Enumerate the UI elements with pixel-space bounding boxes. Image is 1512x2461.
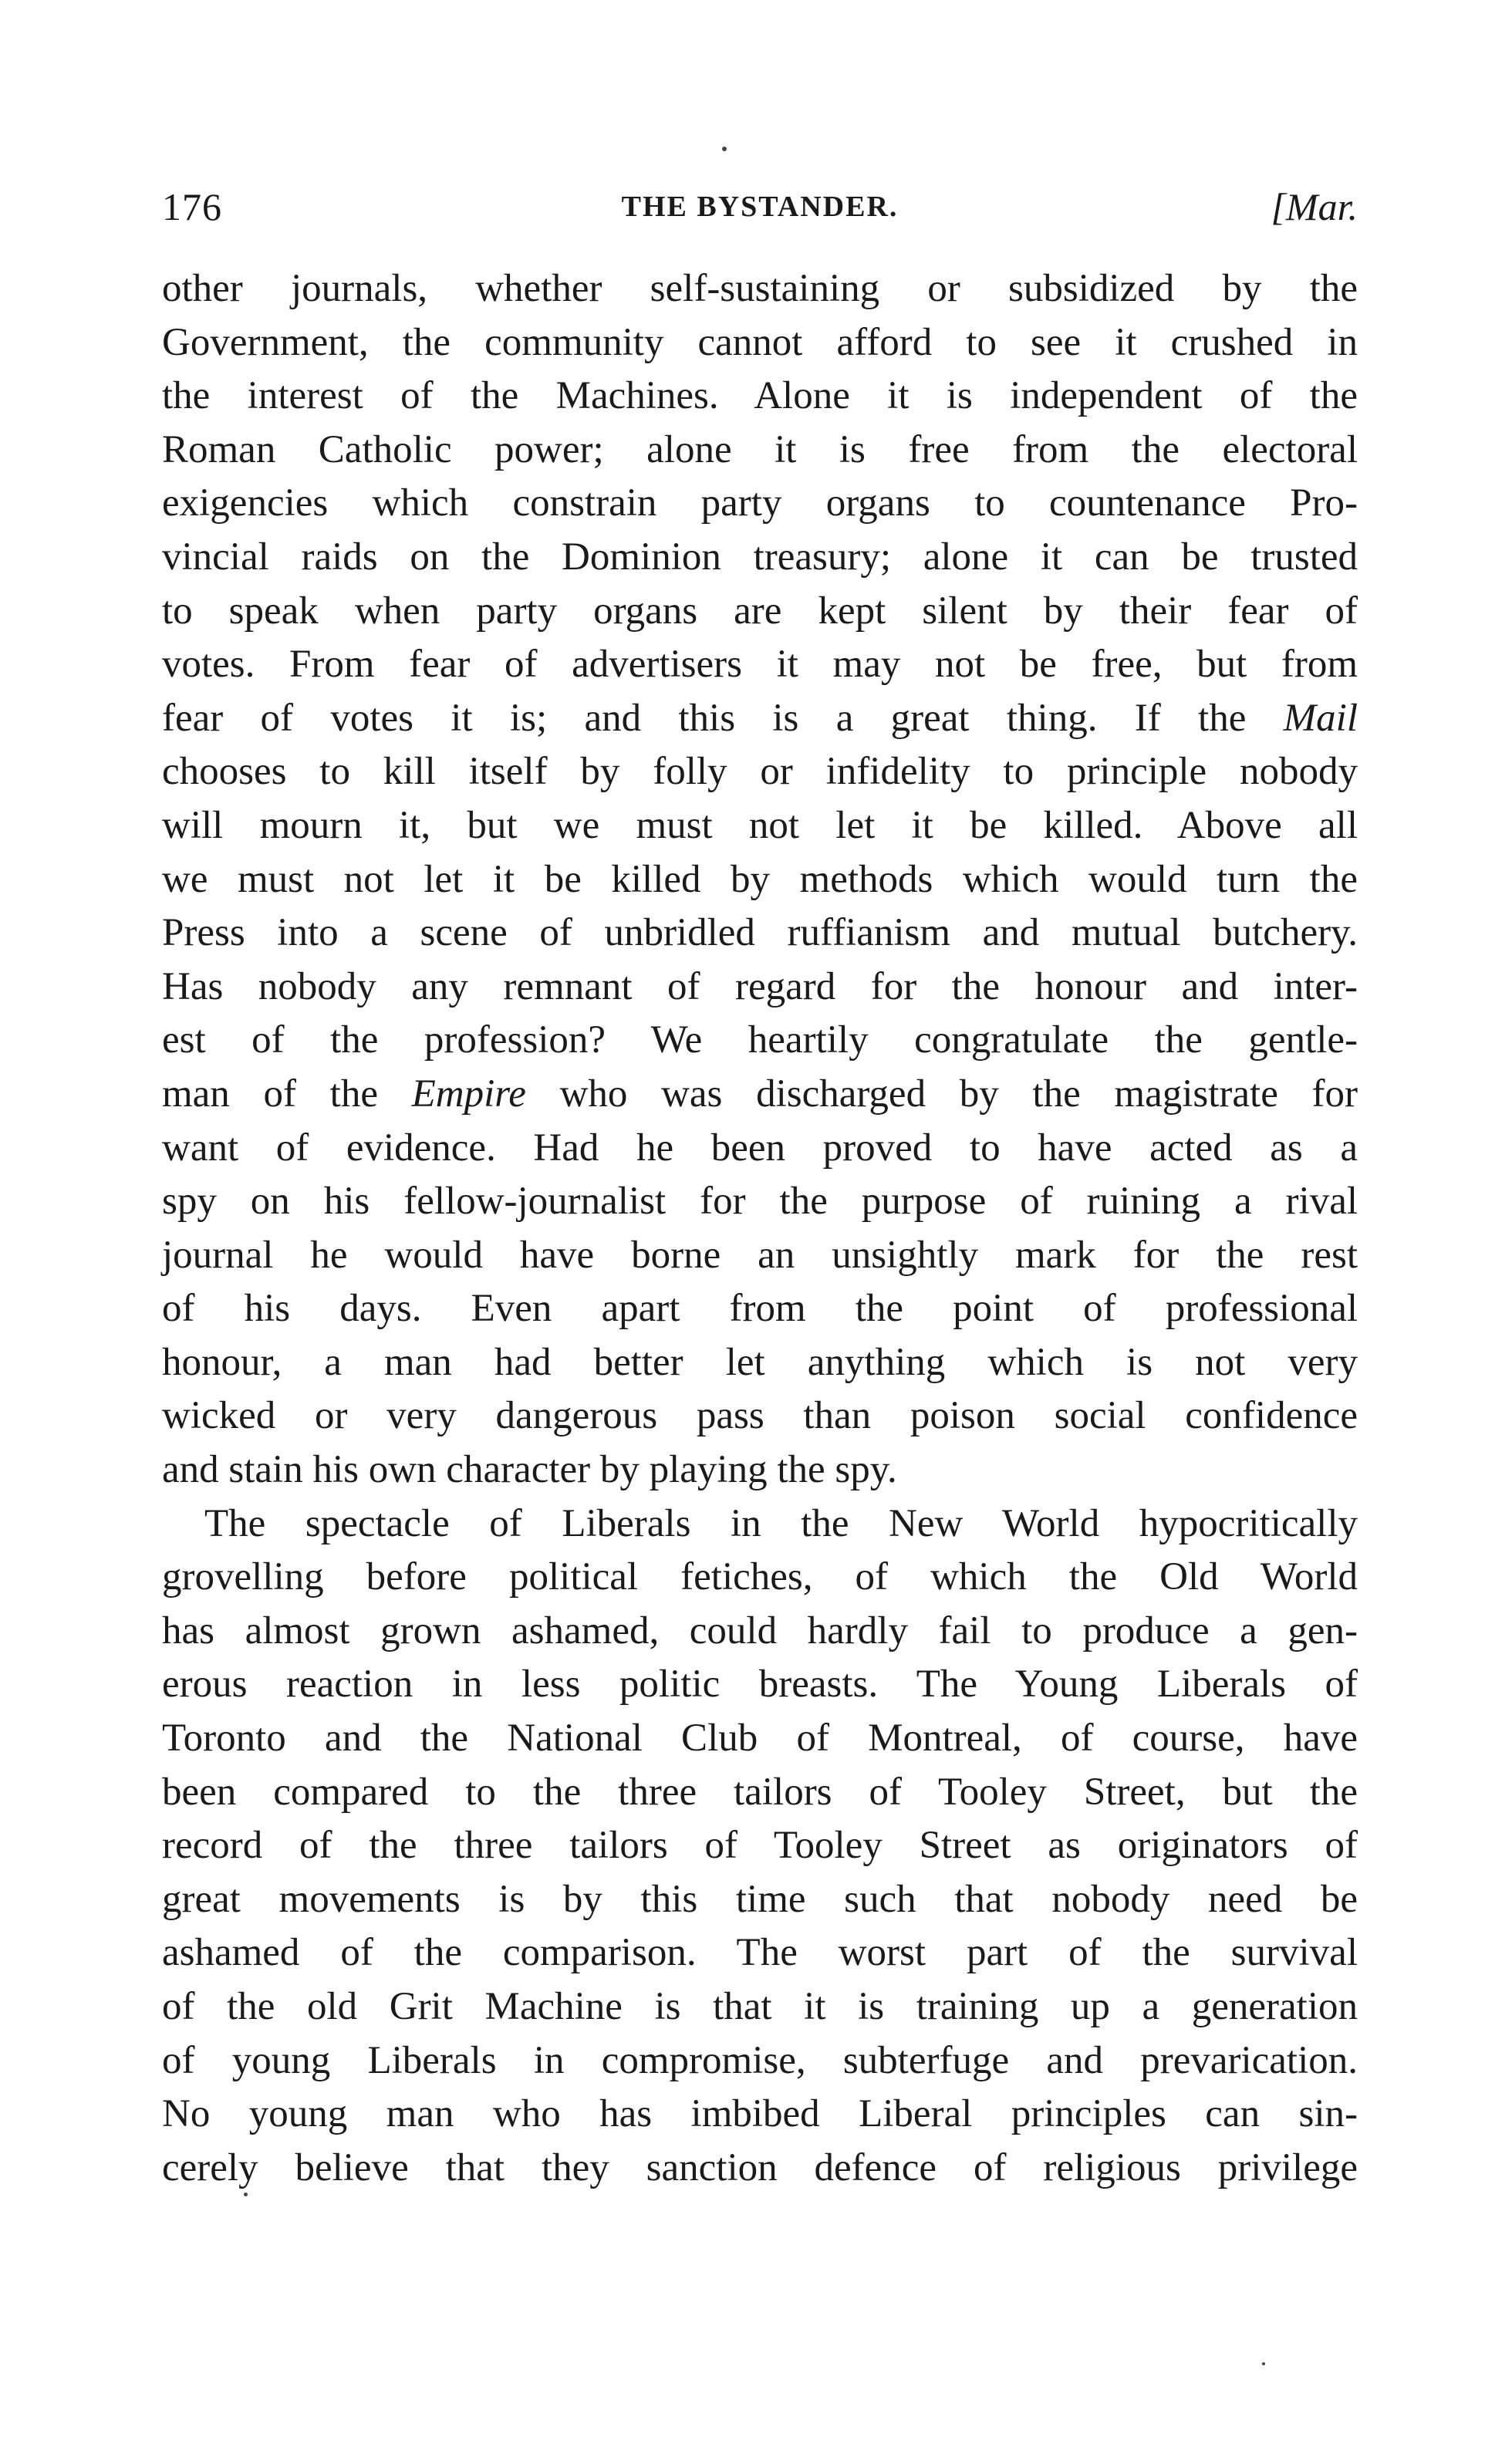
periodical-title: Mail: [1283, 696, 1358, 740]
text-line: Toronto and the National Club of Montreal, of course, have: [162, 1717, 1358, 1761]
text-line: of the old Grit Machine is that it is training up a generation: [162, 1985, 1358, 2028]
text-line: the interest of the Machines. Alone it is independent of the: [162, 374, 1358, 418]
page-number: 176: [162, 185, 222, 228]
text-line: ashamed of the comparison. The worst part of the survival: [162, 1931, 1358, 1975]
text-line: vincial raids on the Dominion treasury; alone it can be trusted: [162, 535, 1358, 579]
text-line: No young man who has imbibed Liberal principles can sin-: [162, 2092, 1358, 2136]
text-line: wicked or very dangerous pass than poison social confidence: [162, 1394, 1358, 1438]
text-line: been compared to the three tailors of Tooley Street, but the: [162, 1770, 1358, 1814]
text-line: Has nobody any remnant of regard for the honour and inter-: [162, 964, 1358, 1008]
text-line: and stain his own character by playing the spy.: [162, 1448, 897, 1492]
text-line: cerely believe that they sanction defence of religious privilege: [162, 2145, 1358, 2189]
text-line: has almost grown ashamed, could hardly fail to produce a gen-: [162, 1609, 1358, 1652]
text-line: to speak when party organs are kept silent by their fear of: [162, 589, 1358, 633]
running-date: [Mar.: [1271, 185, 1358, 228]
text-line: exigencies which constrain party organs to countenance Pro-: [162, 481, 1358, 525]
text-line: votes. From fear of advertisers it may not be free, but from: [162, 643, 1358, 687]
ink-speck-top: [722, 147, 727, 151]
text-line: fear of votes it is; and this is a great thing. If the Mail: [162, 696, 1358, 740]
periodical-title: Empire: [411, 1072, 526, 1116]
text-line: Press into a scene of unbridled ruffianism and mutual butchery.: [162, 911, 1358, 955]
text-line: erous reaction in less politic breasts. The Young Liberals of: [162, 1663, 1358, 1706]
text-line: other journals, whether self-sustaining or subsidized by the: [162, 267, 1358, 310]
text-line: Roman Catholic power; alone it is free from the electoral: [162, 427, 1358, 471]
text-line: record of the three tailors of Tooley Street as originators of: [162, 1824, 1358, 1868]
text-line: spy on his fellow-journalist for the purpose of ruining a rival: [162, 1180, 1358, 1224]
text-line: honour, a man had better let anything which is not very: [162, 1340, 1358, 1384]
text-line: of young Liberals in compromise, subterfuge and prevarication.: [162, 2038, 1358, 2082]
text-line: journal he would have borne an unsightly mark for the rest: [162, 1233, 1358, 1277]
text-line: we must not let it be killed by methods which would turn the: [162, 857, 1358, 901]
text-line: grovelling before political fetiches, of which the Old World: [162, 1555, 1358, 1599]
text-line: chooses to kill itself by folly or infidelity to principle nobody: [162, 750, 1358, 794]
text-line: will mourn it, but we must not let it be killed. Above all: [162, 803, 1358, 847]
text-line: The spectacle of Liberals in the New World hypocritically: [204, 1501, 1358, 1545]
running-header: [162, 176, 1358, 238]
running-title: THE BYSTANDER.: [621, 191, 899, 223]
text-line: Government, the community cannot afford to see it crushed in: [162, 320, 1358, 364]
text-line: want of evidence. Had he been proved to have acted as a: [162, 1126, 1358, 1170]
text-line: est of the profession? We heartily congratulate the gentle-: [162, 1018, 1358, 1062]
body-text: [162, 262, 1358, 2195]
text-line: man of the Empire who was discharged by the magistrate for: [162, 1072, 1358, 1116]
text-line: great movements is by this time such that nobody need be: [162, 1877, 1358, 1921]
ink-speck-bottom-right: [1262, 2362, 1265, 2365]
text-line: of his days. Even apart from the point of professional: [162, 1287, 1358, 1331]
